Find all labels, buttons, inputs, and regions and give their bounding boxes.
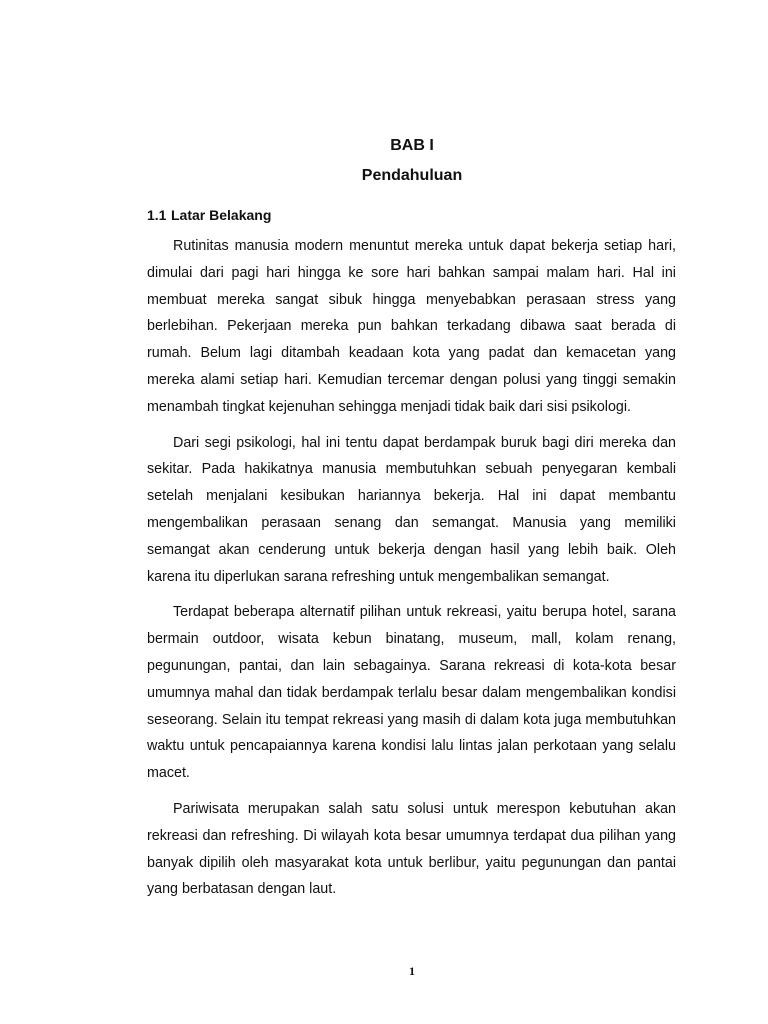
paragraph: Pariwisata merupakan salah satu solusi untuk merespon kebutuhan akan rekreasi dan refreshing. Di wilayah kota besar umumnya terdapat dua pilihan yang banyak dipilih oleh masyarakat kota untuk berlibur, yaitu pegunungan dan pantai yang berbatasan dengan laut. <box>147 800 676 898</box>
body-text <box>147 233 676 912</box>
chapter-subtitle: Pendahuluan <box>361 167 463 184</box>
paragraph: Rutinitas manusia modern menuntut mereka untuk dapat bekerja setiap hari, dimulai dari pagi hari hingga ke sore hari bahkan sampai malam hari. Hal ini membuat mereka sangat sibuk hingga menyebabkan perasaan stress yang berlebihan. Pekerjaan mereka pun bahkan terkadang dibawa saat berada di rumah. Belum lagi ditambah keadaan kota yang padat dan kemacetan yang mereka alami setiap hari. Kemudian tercemar dengan polusi yang tinggi semakin menambah tingkat kejenuhan sehingga menjadi tidak baik dari sisi psikologi. <box>147 238 676 415</box>
paragraph: Dari segi psikologi, hal ini tentu dapat berdampak buruk bagi diri mereka dan sekitar. Pada hakikatnya manusia membutuhkan sebuah penyegaran kembali setelah menjalani kesibukan hariannya bekerja. Hal ini dapat membantu mengembalikan perasaan senang dan semangat. Manusia yang memiliki semangat akan cenderung untuk bekerja dengan hasil yang lebih baik. Oleh karena itu diperlukan sarana refreshing untuk mengembalikan semangat. <box>147 434 676 585</box>
section-title: Latar Belakang <box>171 207 272 223</box>
paragraph: Terdapat beberapa alternatif pilihan untuk rekreasi, yaitu berupa hotel, sarana bermain outdoor, wisata kebun binatang, museum, mall, kolam renang, pegunungan, pantai, dan lain sebagainya. Sarana rekreasi di kota-kota besar umumnya mahal dan tidak berdampak terlalu besar dalam mengembalikan kondisi seseorang. Selain itu tempat rekreasi yang masih di dalam kota juga membutuhkan waktu untuk pencapaiannya karena kondisi lalu lintas jalan perkotaan yang selalu macet. <box>147 604 676 782</box>
chapter-title: BAB I <box>390 137 434 154</box>
page-number: 1 <box>409 964 415 978</box>
section-number: 1.1 <box>147 207 167 223</box>
section-heading <box>147 205 271 225</box>
